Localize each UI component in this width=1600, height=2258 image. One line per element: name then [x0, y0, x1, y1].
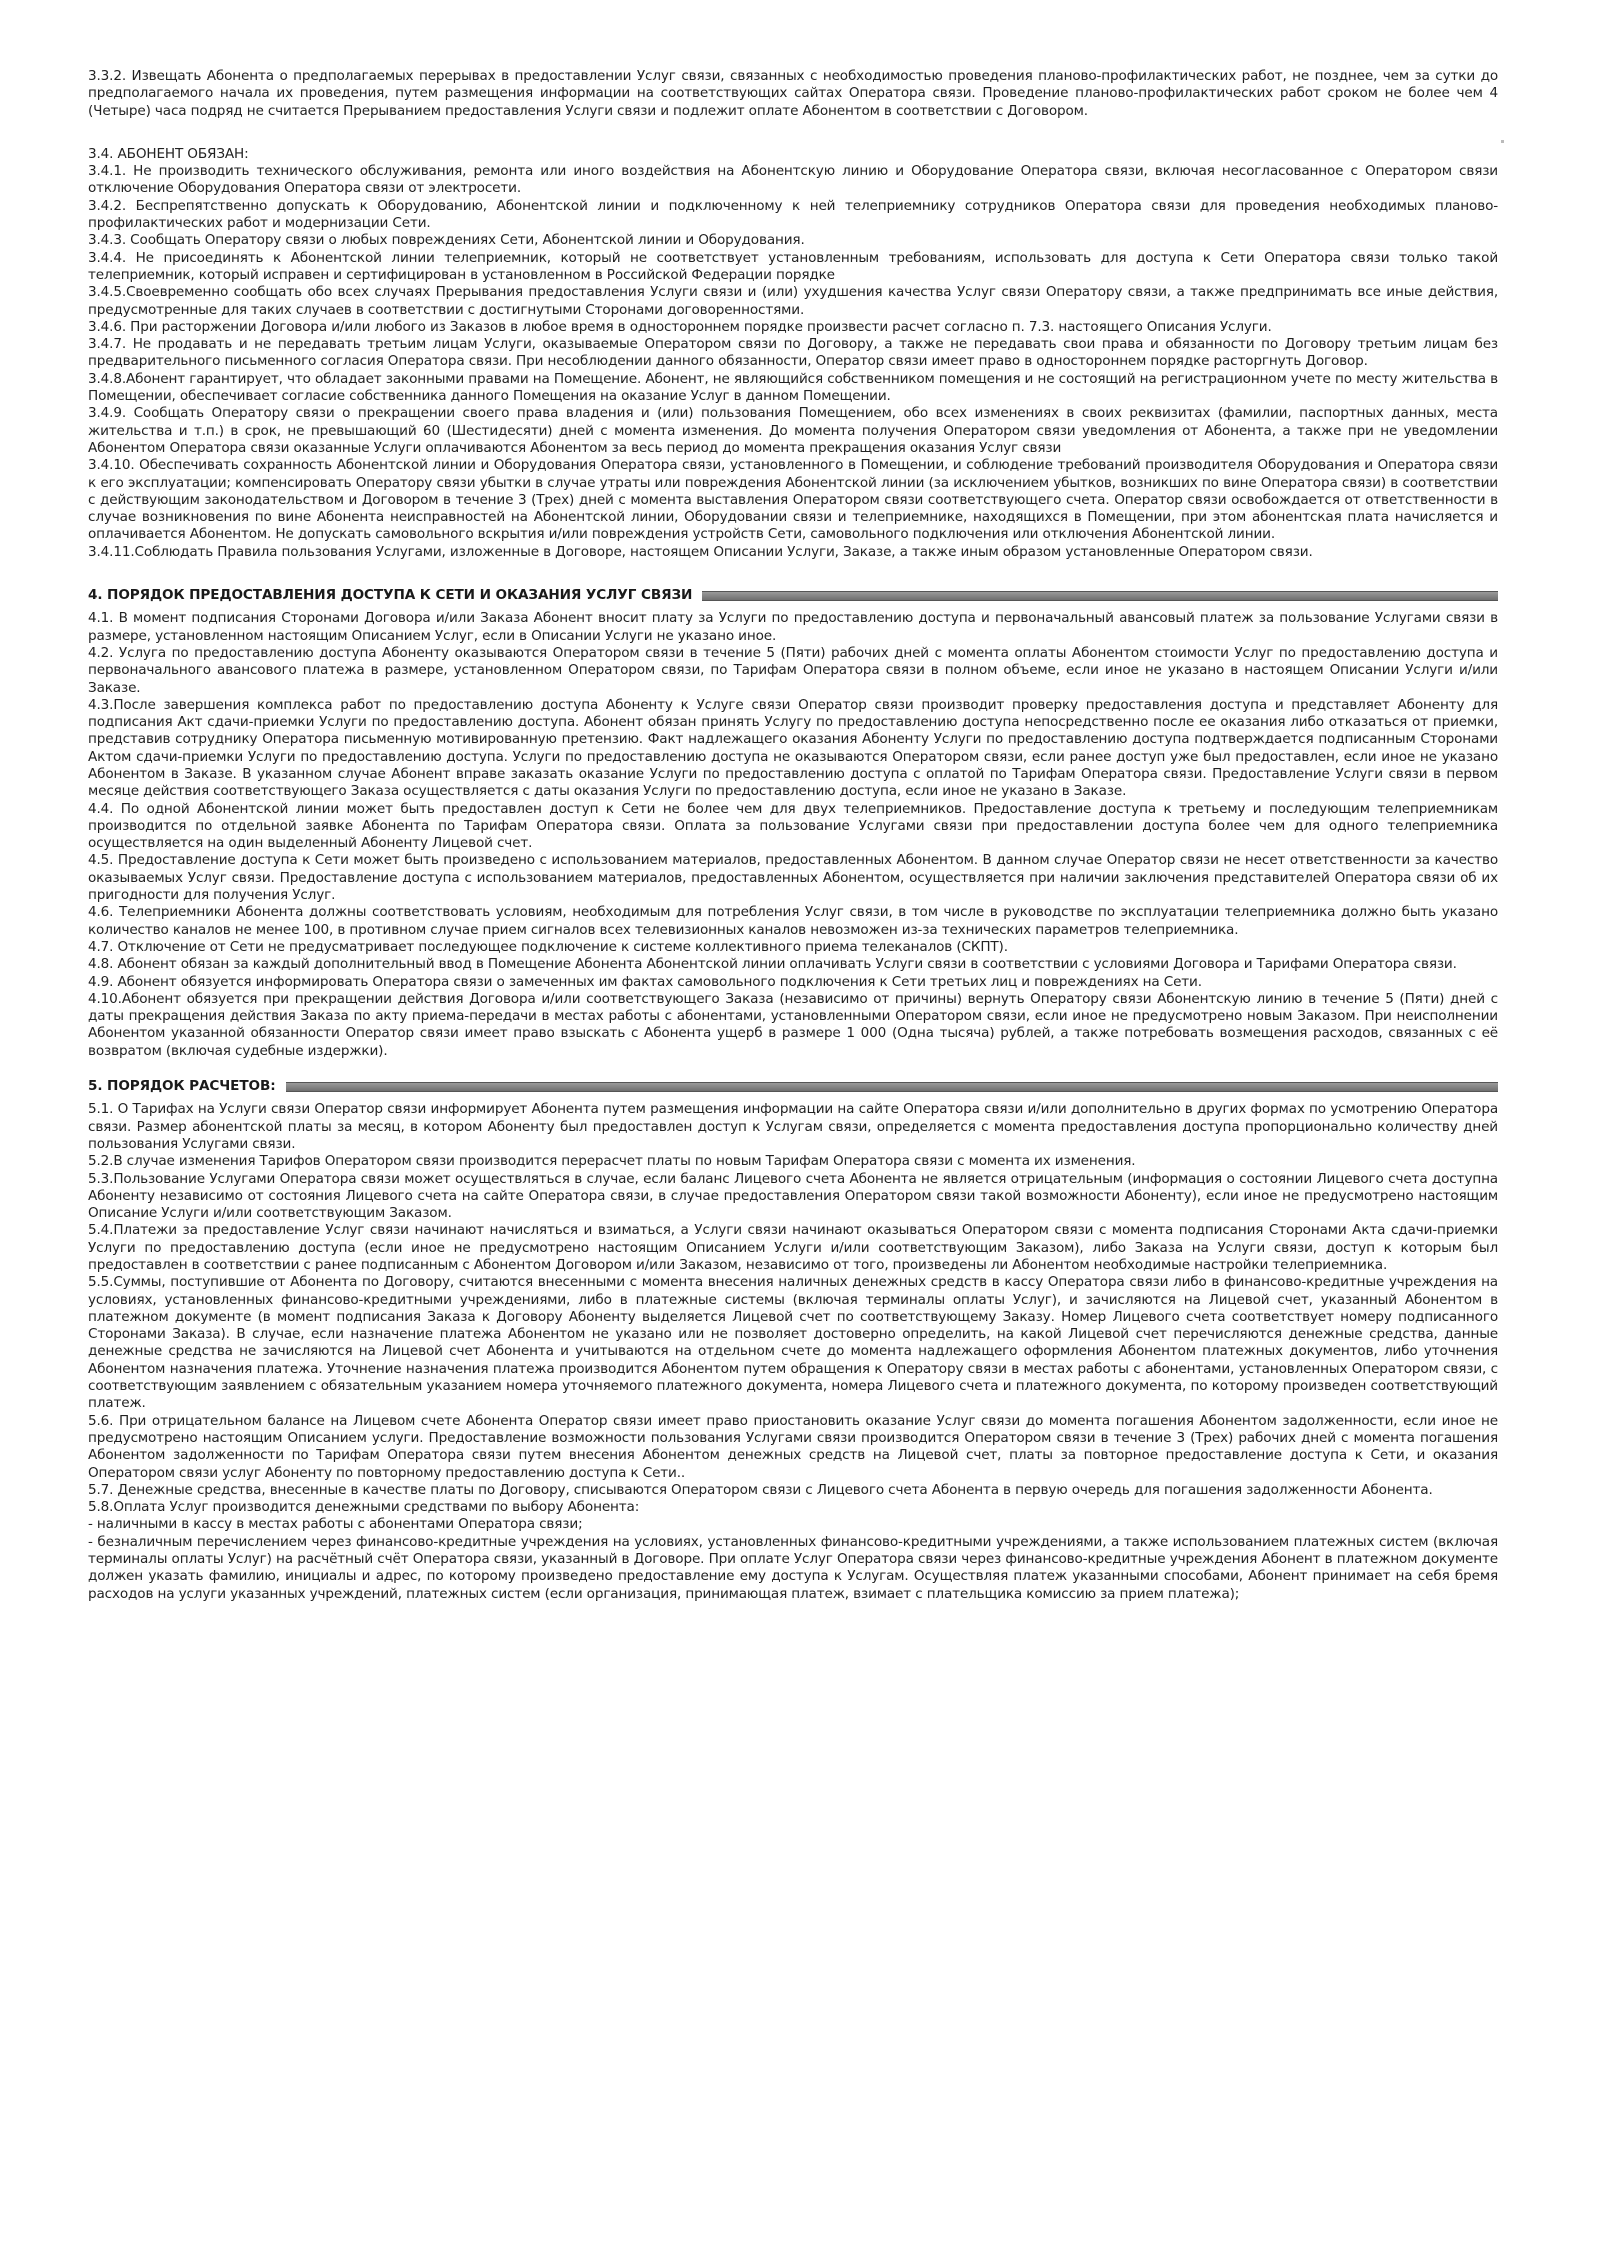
spacer — [88, 1060, 1498, 1078]
clause-4-5: 4.5. Предоставление доступа к Сети может быть произведено с использованием материалов, предоставленных Абонентом. В данном случае Оператор связи не несет ответственности за качество оказываемых Услуг связи. Предоставление доступа с использованием материалов, предоставленных Абонентом, осуществляется при наличии заключения представителей Оператора связи об их пригодности для получения Услуг. — [88, 852, 1498, 904]
section-3-4-heading: 3.4. АБОНЕНТ ОБЯЗАН: — [88, 145, 249, 162]
clause-4-10: 4.10.Абонент обязуется при прекращении действия Договора и/или соответствующего Заказа (независимо от причины) вернуть Оператору связи Абонентскую линию в течение 5 (Пяти) дней с даты прекращения действия Заказа по акту приема-передачи в местах работы с абонентами, установленными Оператором связи, если иное не предусмотрено новым Заказом. При неисполнении Абонентом указанной обязанности Оператор связи имеет право взыскать с Абонента ущерб в размере 1 000 (Одна тысяча) рублей, а также потребовать возмещения расходов, связанных с её возвратом (включая судебные издержки). — [88, 990, 1498, 1059]
clause-4-6: 4.6. Телеприемники Абонента должны соответствовать условиям, необходимым для потребления Услуг связи, в том числе в руководстве по эксплуатации телеприемника должно быть указано количество каналов не менее 100, в противном случае прием сигналов всех телевизионных каналов невозможен из-за технических параметров телеприемника. — [88, 904, 1498, 938]
clause-4-2: 4.2. Услуга по предоставлению доступа Абоненту оказываются Оператором связи в течение 5 (Пяти) рабочих дней с момента оплаты Абонентом стоимости Услуг по предоставлению доступа и первоначального авансового платежа в размере, установленном Оператором связи, по Тарифам Оператора связи в полном объеме, если иное не указано в настоящем Описании Услуги и/или Заказе. — [88, 644, 1498, 696]
clause-5-8: 5.8.Оплата Услуг производится денежными средствами по выбору Абонента: — [88, 1499, 640, 1516]
clause-5-5: 5.5.Суммы, поступившие от Абонента по Договору, считаются внесенными с момента внесения наличных денежных средств в кассу Оператора связи либо в финансово-кредитные учреждения на условиях, установленных финансово-кредитными учреждениями, либо в платежные системы (включая терминалы оплаты Услуг), и зачисляются на Лицевой счет, указанный Абонентом в платежном документе (в момент подписания Заказа к Договору Абоненту выделяется Лицевой счет по соответствующему Заказу. Номер Лицевого счета соответствует номеру подписанного Сторонами Заказа). В случае, если назначение платежа Абонентом не указано или не позволяет достоверно определить, на какой Лицевой счет перечисляются денежные средства, данные денежные средства не зачисляются на Лицевой счет Абонента и учитываются на отдельном счете до момента надлежащего оформления Абонентом платежных документов, либо уточнения Абонентом назначения платежа. Уточнение назначения платежа производится Абонентом путем обращения к Оператору связи в местах работы с абонентами, установленных Оператором связи, с соответствующим заявлением с обязательным указанием номера уточняемого платежного документа, номера Лицевого счета и платежного документа, по которому произведен соответствующий платеж. — [88, 1274, 1498, 1412]
section-4 — [88, 587, 1498, 1060]
clause-3-4-6: 3.4.6. При расторжении Договора и/или любого из Заказов в любое время в одностороннем порядке произвести расчет согласно п. 7.3. настоящего Описания Услуги. — [88, 318, 1272, 335]
clause-4-8: 4.8. Абонент обязан за каждый дополнительный ввод в Помещение Абонента Абонентской линии оплачивать Услуги связи в соответствии с условиями Договора и Тарифами Оператора связи. — [88, 956, 1457, 973]
scan-speck — [1501, 140, 1504, 143]
clause-3-4-8: 3.4.8.Абонент гарантирует, что обладает законными правами на Помещение. Абонент, не являющийся собственником помещения и не состоящий на регистрационном учете по месту жительства в Помещении, обеспечивает согласие собственника данного Помещения на оказание Услуг в данном Помещении. — [88, 370, 1498, 405]
clause-5-8-cashless: - безналичным перечислением через финансово-кредитные учреждения на условиях, установленных финансово-кредитными учреждениями, а также использованием платежных систем (включая терминалы оплаты Услуг) на расчётный счёт Оператора связи, указанный в Договоре. При оплате Услуг Оператора связи через финансово-кредитные учреждения Абонент в платежном документе должен указать фамилию, инициалы и адрес, по которому произведено предоставление ему доступа к Услугам. Осуществляя платеж указанными способами, Абонент принимает на себя бремя расходов на услуги указанных учреждений, платежных систем (если организация, принимающая платеж, взимает с плательщика комиссию за прием платежа); — [88, 1533, 1498, 1602]
clause-4-1: 4.1. В момент подписания Сторонами Договора и/или Заказа Абонент вносит плату за Услуги по предоставлению доступа и первоначальный авансовый платеж за пользование Услугами связи в размере, установленном настоящим Описанием Услуг, если в Описании Услуги не указано иное. — [88, 610, 1498, 644]
section-4-rule — [702, 591, 1498, 601]
clause-5-1: 5.1. О Тарифах на Услуги связи Оператор связи информирует Абонента путем размещения информации на сайте Оператора связи и/или дополнительно в других формах по усмотрению Оператора связи. Размер абонентской платы за месяц, в котором Абоненту был предоставлен доступ к Услугам связи, определяется с момента предоставления доступа пропорционально количеству дней пользования Услугами связи. — [88, 1101, 1498, 1152]
clause-4-4: 4.4. По одной Абонентской линии может быть предоставлен доступ к Сети не более чем для двух телеприемников. Предоставление доступа к третьему и последующим телеприемникам производится по отдельной заявке Абонента по Тарифам Оператора связи. Оплата за пользование Услугами связи при предоставлении доступа более чем для одного телеприемника осуществляется на один выделенный Абоненту Лицевой счет. — [88, 800, 1498, 852]
clause-3-4-2: 3.4.2. Беспрепятственно допускать к Оборудованию, Абонентской линии и подключенному к ней телеприемнику сотрудников Оператора связи для проведения необходимых планово-профилактических работ и модернизации Сети. — [88, 197, 1498, 232]
spacer — [88, 120, 1498, 146]
section-5-title: 5. ПОРЯДОК РАСЧЕТОВ: — [88, 1078, 276, 1095]
clause-3-3-2: 3.3.2. Извещать Абонента о предполагаемых перерывах в предоставлении Услуг связи, связанных с необходимостью проведения планово-профилактических работ, не позднее, чем за сутки до предполагаемого начала их проведения, путем размещения информации на соответствующих сайтах Оператора связи. Проведение планово-профилактических работ сроком не более чем 4 (Четыре) часа подряд не считается Прерыванием предоставления Услуги связи и подлежит оплате Абонентом в соответствии с Договором. — [88, 68, 1498, 119]
clause-5-8-cash: - наличными в кассу в местах работы с абонентами Оператора связи; — [88, 1516, 583, 1533]
clause-4-9: 4.9. Абонент обязуется информировать Оператора связи о замеченных им фактах самовольного подключения к Сети третьих лиц и повреждениях на Сети. — [88, 973, 1202, 990]
section-5 — [88, 1078, 1498, 1603]
clause-4-3: 4.3.После завершения комплекса работ по предоставлению доступа Абоненту к Услуге связи Оператор связи производит проверку предоставления доступа и представляет Абоненту для подписания Акт сдачи-приемки Услуги по предоставлению доступа. Абонент обязан принять Услугу по предоставлению доступа непосредственно после ее оказания либо отказаться от приемки, представив сотруднику Оператора письменную мотивированную претензию. Факт надлежащего оказания Абоненту Услуги по предоставлению доступа подтверждается подписанным Сторонами Актом сдачи-приемки Услуги по предоставлению доступа. Услуги по предоставлению доступа не оказываются Оператором связи, если ранее доступ уже был предоставлен, если иное не указано Абонентом в Заказе. В указанном случае Абонент вправе заказать оказание Услуги по предоставлению доступа с оплатой по Тарифам Оператора связи. Предоставление Услуги связи в первом месяце действия соответствующего Заказа осуществляется с даты оказания Услуги по предоставлению доступа, если иное не указано в Заказе. — [88, 696, 1498, 800]
clause-3-4-3: 3.4.3. Сообщать Оператору связи о любых повреждениях Сети, Абонентской линии и Оборудования. — [88, 232, 805, 249]
clause-3-4-7: 3.4.7. Не продавать и не передавать третьим лицам Услуги, оказываемые Оператором связи по Договору, а также не передавать свои права и обязанности по Договору третьим лицам без предварительного письменного согласия Оператора связи. При несоблюдении данного обязанности, Оператор связи имеет право в одностороннем порядке расторгнуть Договор. — [88, 336, 1498, 370]
section-4-title: 4. ПОРЯДОК ПРЕДОСТАВЛЕНИЯ ДОСТУПА К СЕТИ И ОКАЗАНИЯ УСЛУГ СВЯЗИ — [88, 587, 693, 604]
spacer — [88, 561, 1498, 587]
clause-5-3: 5.3.Пользование Услугами Оператора связи может осуществляться в случае, если баланс Лицевого счета Абонента не является отрицательным (информация о состоянии Лицевого счета доступна Абоненту независимо от состояния Лицевого счета на сайте Оператора связи, в случае предоставления Оператором связи такой возможности Абоненту), если иное не предусмотрено настоящим Описание Услуги и/или соответствующим Заказом. — [88, 1170, 1498, 1222]
clause-3-4-1: 3.4.1. Не производить технического обслуживания, ремонта или иного воздействия на Абонентскую линию и Оборудование Оператора связи, включая несогласованное с Оператором связи отключение Оборудования Оператора связи от электросети. — [88, 163, 1498, 197]
clause-3-4-5: 3.4.5.Своевременно сообщать обо всех случаях Прерывания предоставления Услуги связи и (или) ухудшения качества Услуг связи Оператору связи, а также предпринимать все иные действия, предусмотренные для таких случаев в соответствии с достигнутыми Сторонами договоренностями. — [88, 284, 1498, 318]
clause-3-4-4: 3.4.4. Не присоединять к Абонентской линии телеприемник, который не соответствует установленным требованиям, использовать для доступа к Сети Оператора связи только такой телеприемник, который исправен и сертифицирован в установленном в Российской Федерации порядке — [88, 249, 1498, 283]
clause-5-2: 5.2.В случае изменения Тарифов Оператором связи производится перерасчет платы по новым Тарифам Оператора связи с момента их изменения. — [88, 1153, 1136, 1170]
section-5-heading — [88, 1078, 1498, 1095]
section-3-4 — [88, 146, 1498, 561]
clause-5-6: 5.6. При отрицательном балансе на Лицевом счете Абонента Оператор связи имеет право приостановить оказание Услуг связи до момента погашения Абонентом задолженности, если иное не предусмотрено настоящим Описанием услуги. Предоставление возможности пользования Услугами связи производится Оператором связи в течение 3 (Трех) рабочих дней с момента погашения Абонентом задолженности по Тарифам Оператора связи путем внесения Абонентом денежных средств на Лицевой счет, платы за повторное предоставление доступа к Сети, и оказания Оператором связи услуг Абоненту по повторному предоставлению доступа к Сети.. — [88, 1412, 1498, 1481]
clause-3-4-11: 3.4.11.Соблюдать Правила пользования Услугами, изложенные в Договоре, настоящем Описании Услуги, Заказе, а также иным образом установленные Оператором связи. — [88, 543, 1313, 560]
clause-5-4: 5.4.Платежи за предоставление Услуг связи начинают начисляться и взиматься, а Услуги связи начинают оказываться Оператором связи с момента подписания Сторонами Акта сдачи-приемки Услуги по предоставлению доступа (если иное не предусмотрено настоящим Описанием Услуги и/или соответствующим Заказом), либо Заказа на Услуги связи, доступ к которым был предоставлен в соответствии с ранее подписанным с Абонентом Договором и/или Заказом, независимо от того, произведены ли Абонентом необходимые настройки телеприемника. — [88, 1222, 1498, 1273]
clause-3-4-10: 3.4.10. Обеспечивать сохранность Абонентской линии и Оборудования Оператора связи, установленного в Помещении, и соблюдение требований производителя Оборудования и Оператора связи к его эксплуатации; компенсировать Оператору связи убытки в случае утраты или повреждения Абонентской линии (за исключением убытков, возникших по вине Оператора связи) в соответствии с действующим законодательством и Договором в течение 3 (Трех) дней с момента выставления Оператором связи соответствующего счета. Оператор связи освобождается от ответственности в случае возникновения по вине Абонента неисправностей на Абонентской линии, Оборудовании связи и телеприемнике, находящихся в Помещении, при этом абонентская плата начисляется и оплачивается Абонентом. Не допускать самовольного вскрытия и/или повреждения устройств Сети, самовольного подключения или отключения Абонентской линии. — [88, 457, 1498, 543]
section-4-heading — [88, 587, 1498, 604]
clause-4-7: 4.7. Отключение от Сети не предусматривает последующее подключение к системе коллективного приема телеканалов (СКПТ). — [88, 938, 1008, 955]
clause-3-4-9: 3.4.9. Сообщать Оператору связи о прекращении своего права владения и (или) пользования Помещением, обо всех изменениях в своих реквизитах (фамилии, паспортных данных, места жительства и т.п.) в срок, не превышающий 60 (Шестидесяти) дней с момента изменения. До момента получения Оператором связи уведомления от Абонента, а также при не уведомлении Абонентом Оператора связи оказанные Услуги оплачиваются Абонентом за весь период до момента прекращения оказания Услуг связи — [88, 405, 1498, 456]
clause-5-7: 5.7. Денежные средства, внесенные в качестве платы по Договору, списываются Оператором связи с Лицевого счета Абонента в первую очередь для погашения задолженности Абонента. — [88, 1481, 1433, 1498]
document-page — [88, 68, 1498, 1603]
section-5-rule — [286, 1082, 1498, 1092]
